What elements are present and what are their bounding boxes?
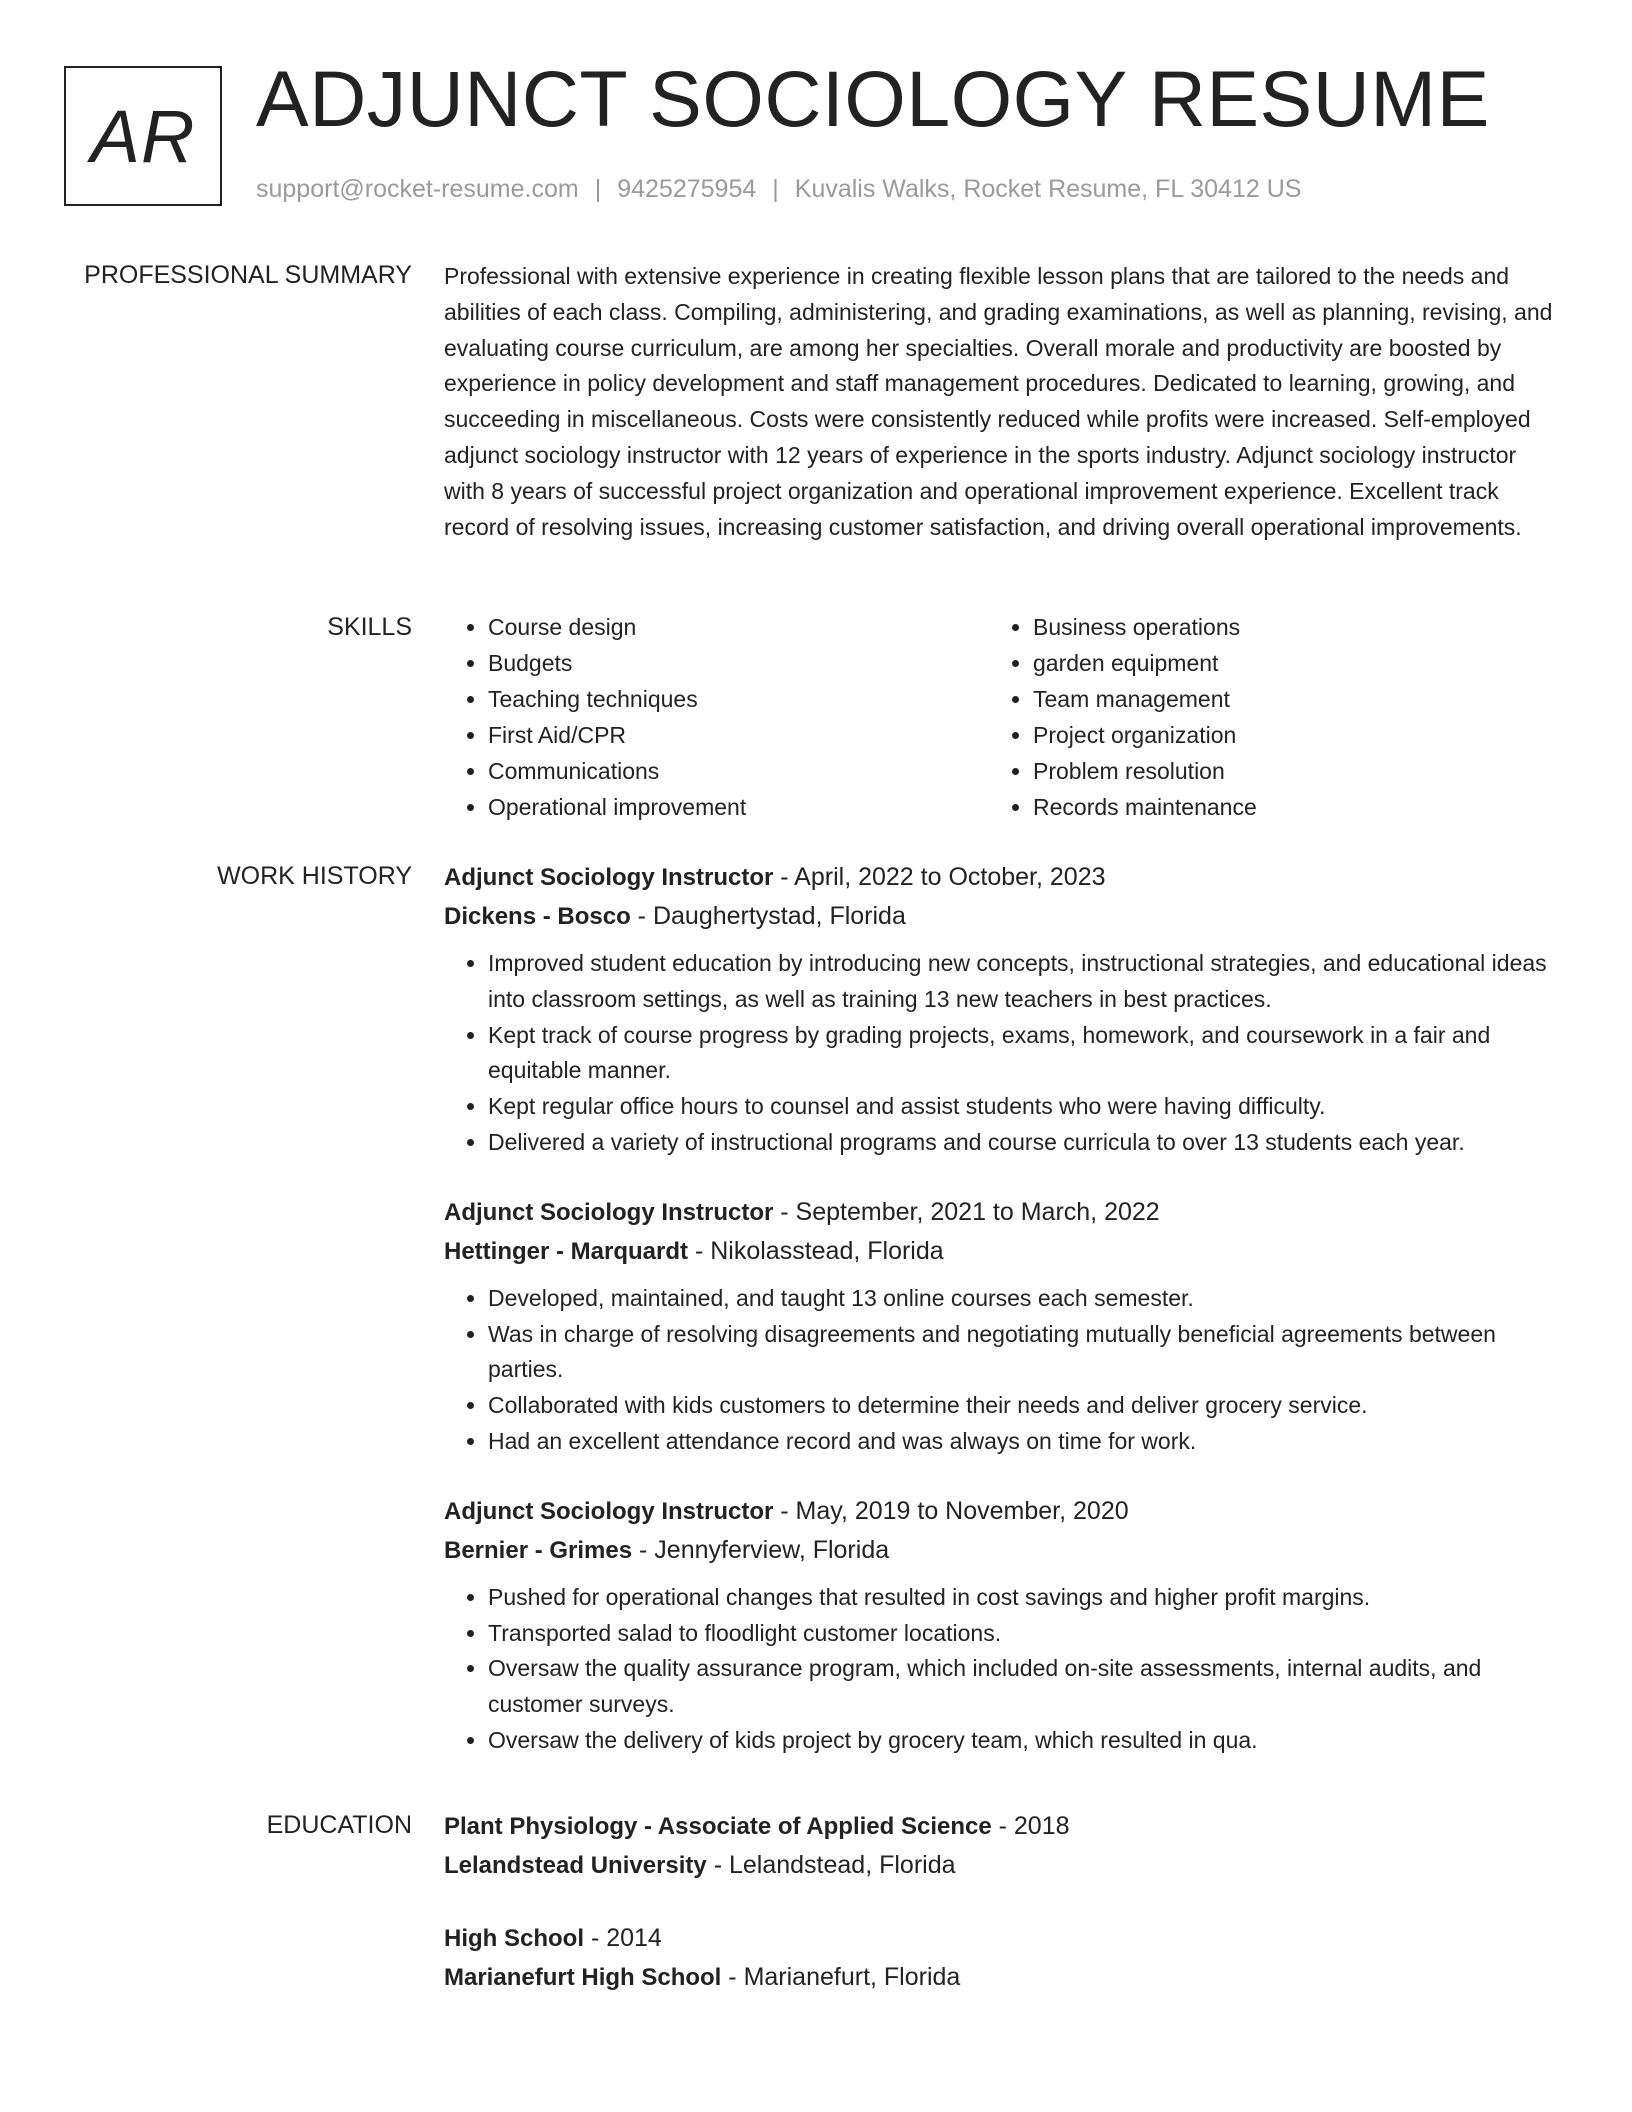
summary-text: Professional with extensive experience in creating flexible lesson plans that are tailored to the needs and abilities of each class. Compiling, administering, and grading examinations, as well as planning, revising, and evaluating course curriculum, are among her specialties. Overall morale and productivity are boosted by experience in policy development and staff management procedures. Dedicated to learning, growing, and succeeding in miscellaneous. Costs were consistently reduced while profits were increased. Self-employed adjunct sociology instructor with 12 years of experience in the sports industry. Adjunct sociology instructor with 8 years of successful project organization and operational improvement experience. Excellent track record of resolving issues, increasing customer satisfaction, and driving overall operational improvements. [444, 263, 1553, 540]
job-bullet: • Kept track of course progress by grading projects, exams, homework, and coursework in a fair and equitable manner. [488, 1018, 1554, 1090]
skill-item: • Records maintenance [1033, 789, 1534, 825]
skill-item: • Problem resolution [1033, 753, 1534, 789]
skills-columns [444, 609, 1554, 825]
contact-phone: 9425275954 [617, 175, 757, 203]
skills-left-list [444, 609, 989, 825]
job-entry [444, 858, 1554, 1161]
skill-item: • Business operations [1033, 609, 1534, 645]
education-entry [444, 1919, 1554, 1997]
job-bullet: • Had an excellent attendance record and was always on time for work. [488, 1424, 1554, 1460]
initials: AR [90, 94, 196, 178]
education-school: Lelandstead University [444, 1852, 707, 1879]
education-location: - Marianefurt, Florida [721, 1963, 961, 1991]
work-history-label: WORK HISTORY [217, 862, 412, 890]
job-bullet: • Oversaw the delivery of kids project by grocery team, which resulted in qua. [488, 1723, 1554, 1759]
skill-item: • Operational improvement [488, 789, 989, 825]
skills-label: SKILLS [327, 613, 412, 641]
skill-item: • Course design [488, 609, 989, 645]
education-body [444, 1807, 1554, 2031]
job-company: Hettinger - Marquardt [444, 1237, 689, 1265]
job-bullet: • Collaborated with kids customers to determine their needs and deliver grocery service. [488, 1388, 1554, 1424]
job-dates: - May, 2019 to November, 2020 [773, 1496, 1129, 1525]
education-degree: Plant Physiology - Associate of Applied Science [444, 1813, 992, 1840]
education-school-line [444, 1846, 1554, 1885]
skill-item: • First Aid/CPR [488, 717, 989, 753]
education-school: Marianefurt High School [444, 1964, 722, 1991]
education-year: - 2014 [584, 1924, 662, 1952]
work-history-body [444, 858, 1554, 1791]
education-year: - 2018 [991, 1812, 1070, 1840]
job-location: - Daughertystad, Florida [630, 902, 906, 930]
education-degree-line [444, 1919, 1554, 1958]
job-company-line [444, 1531, 1554, 1570]
job-bullet: • Pushed for operational changes that resulted in cost savings and higher profit margins. [488, 1580, 1554, 1616]
job-title: Adjunct Sociology Instructor [444, 1497, 774, 1525]
job-bullet: • Improved student education by introducing new concepts, instructional strategies, and educational ideas into classroom settings, as well as training 13 new teachers in best practices. [488, 946, 1554, 1018]
education-school-line [444, 1958, 1554, 1997]
skill-item: • Teaching techniques [488, 681, 989, 717]
job-title-line [444, 1193, 1554, 1232]
job-company: Dickens - Bosco [444, 903, 631, 930]
job-title: Adjunct Sociology Instructor [444, 1198, 774, 1226]
job-company-line [444, 897, 1554, 936]
job-title-line [444, 1492, 1554, 1531]
skill-item: • Project organization [1033, 717, 1534, 753]
education-entry [444, 1807, 1554, 1885]
job-bullet: • Oversaw the quality assurance program, which included on-site assessments, internal audits, and customer surveys. [488, 1651, 1554, 1723]
skill-item: • Team management [1033, 681, 1534, 717]
page-title: ADJUNCT SOCIOLOGY RESUME [256, 54, 1490, 143]
job-bullet: • Kept regular office hours to counsel and assist students who were having difficulty. [488, 1089, 1554, 1125]
job-dates: - April, 2022 to October, 2023 [773, 863, 1106, 891]
job-entry [444, 1492, 1554, 1759]
job-bullets [444, 1281, 1554, 1460]
skills-body [444, 609, 1554, 825]
job-title-line [444, 858, 1554, 897]
skill-item: • Budgets [488, 645, 989, 681]
contact-separator: | [594, 175, 602, 203]
skill-item: • Communications [488, 753, 989, 789]
job-bullet: • Developed, maintained, and taught 13 online courses each semester. [488, 1281, 1554, 1317]
contact-email: support@rocket-resume.com [256, 175, 579, 203]
skill-item: • garden equipment [1033, 645, 1534, 681]
job-bullet: • Delivered a variety of instructional programs and course curricula to over 13 students each year. [488, 1125, 1554, 1161]
contact-line [256, 175, 1301, 204]
summary-body [444, 259, 1554, 545]
job-dates: - September, 2021 to March, 2022 [773, 1197, 1160, 1226]
job-location: - Jennyferview, Florida [632, 1535, 890, 1564]
job-title: Adjunct Sociology Instructor [444, 864, 774, 891]
contact-address: Kuvalis Walks, Rocket Resume, FL 30412 US [794, 175, 1302, 203]
monogram-logo [64, 66, 222, 206]
job-company: Bernier - Grimes [444, 1536, 633, 1564]
job-company-line [444, 1232, 1554, 1271]
job-bullets [444, 946, 1554, 1161]
job-bullet: • Was in charge of resolving disagreements and negotiating mutually beneficial agreements between parties. [488, 1317, 1554, 1389]
job-location: - Nikolasstead, Florida [688, 1236, 944, 1265]
contact-separator: | [772, 175, 779, 203]
skills-right-list [989, 609, 1534, 825]
education-degree-line [444, 1807, 1554, 1846]
job-bullet: • Transported salad to floodlight customer locations. [488, 1616, 1554, 1652]
education-location: - Lelandstead, Florida [706, 1851, 956, 1879]
education-degree: High School [444, 1925, 584, 1952]
summary-label: PROFESSIONAL SUMMARY [84, 261, 412, 289]
job-entry [444, 1193, 1554, 1460]
job-bullets [444, 1580, 1554, 1759]
education-label: EDUCATION [266, 1811, 412, 1839]
